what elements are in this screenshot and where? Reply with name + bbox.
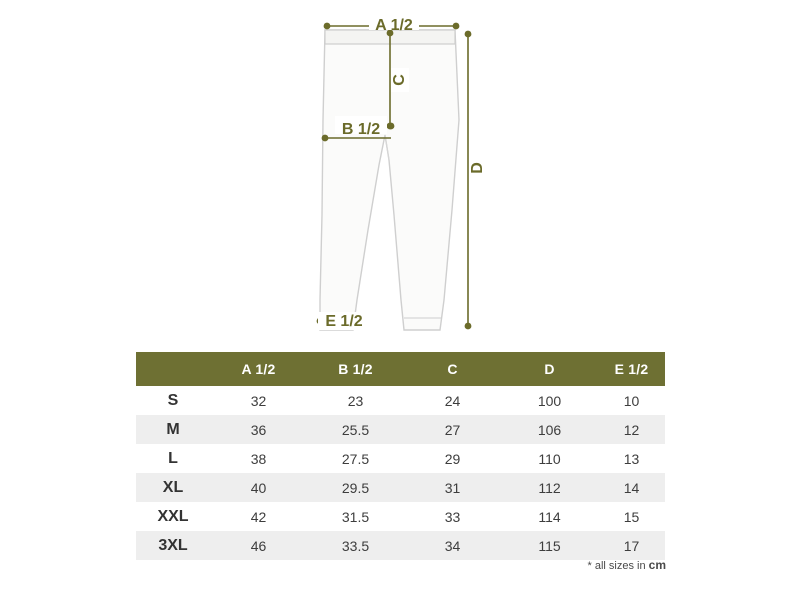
table-row [136, 444, 665, 473]
table-row [136, 502, 665, 531]
dim-label-c-text: C [391, 74, 409, 86]
cell-b: 25.5 [307, 415, 404, 444]
row-size-label: XXL [136, 502, 210, 531]
cell-c: 34 [404, 531, 501, 560]
cell-e: 14 [598, 473, 665, 502]
cell-c: 27 [404, 415, 501, 444]
header-size [136, 352, 210, 386]
table-header-row [136, 352, 665, 386]
dim-label-b-text: B 1/2 [341, 121, 381, 139]
cell-a: 32 [210, 386, 307, 415]
cell-d: 115 [501, 531, 598, 560]
dim-label-b [335, 116, 387, 138]
svg-text:E 1/2 [325, 313, 362, 330]
row-size-label: S [136, 386, 210, 415]
size-table-body [136, 386, 665, 560]
size-table [136, 352, 665, 560]
row-size-label: 3XL [136, 531, 210, 560]
svg-text:D [469, 162, 486, 174]
footnote-unit: cm [648, 558, 666, 572]
table-row [136, 386, 665, 415]
cell-a: 46 [210, 531, 307, 560]
footnote [588, 558, 666, 572]
cell-d: 110 [501, 444, 598, 473]
size-table-header [136, 352, 665, 386]
cell-d: 112 [501, 473, 598, 502]
dim-label-e [318, 312, 370, 330]
cell-d: 114 [501, 502, 598, 531]
dim-label-d [469, 156, 487, 180]
cell-c: 33 [404, 502, 501, 531]
cell-e: 12 [598, 415, 665, 444]
header-a: A 1/2 [210, 352, 307, 386]
cell-c: 29 [404, 444, 501, 473]
header-e: E 1/2 [598, 352, 665, 386]
cell-e: 10 [598, 386, 665, 415]
cell-e: 13 [598, 444, 665, 473]
row-size-label: L [136, 444, 210, 473]
header-d: D [501, 352, 598, 386]
table-row [136, 415, 665, 444]
row-size-label: M [136, 415, 210, 444]
cell-a: 40 [210, 473, 307, 502]
dim-label-c [391, 68, 409, 92]
cell-b: 33.5 [307, 531, 404, 560]
cell-c: 31 [404, 473, 501, 502]
header-c: C [404, 352, 501, 386]
cell-d: 106 [501, 415, 598, 444]
cell-a: 36 [210, 415, 307, 444]
cell-b: 31.5 [307, 502, 404, 531]
cell-c: 24 [404, 386, 501, 415]
cell-e: 17 [598, 531, 665, 560]
cell-b: 29.5 [307, 473, 404, 502]
header-b: B 1/2 [307, 352, 404, 386]
svg-text:A 1/2 [375, 17, 413, 34]
cell-e: 15 [598, 502, 665, 531]
dim-label-a-text: A 1/2 [375, 17, 413, 35]
svg-text:B 1/2 [342, 121, 380, 138]
cell-a: 38 [210, 444, 307, 473]
table-row [136, 473, 665, 502]
svg-text:C [391, 74, 408, 86]
dim-label-a [369, 12, 419, 34]
table-row [136, 531, 665, 560]
cell-b: 23 [307, 386, 404, 415]
dim-label-d-text: D [469, 162, 487, 174]
footnote-text: * all sizes in [587, 560, 649, 572]
dim-label-e-text: E 1/2 [325, 313, 363, 331]
cell-a: 42 [210, 502, 307, 531]
cell-d: 100 [501, 386, 598, 415]
row-size-label: XL [136, 473, 210, 502]
cell-b: 27.5 [307, 444, 404, 473]
